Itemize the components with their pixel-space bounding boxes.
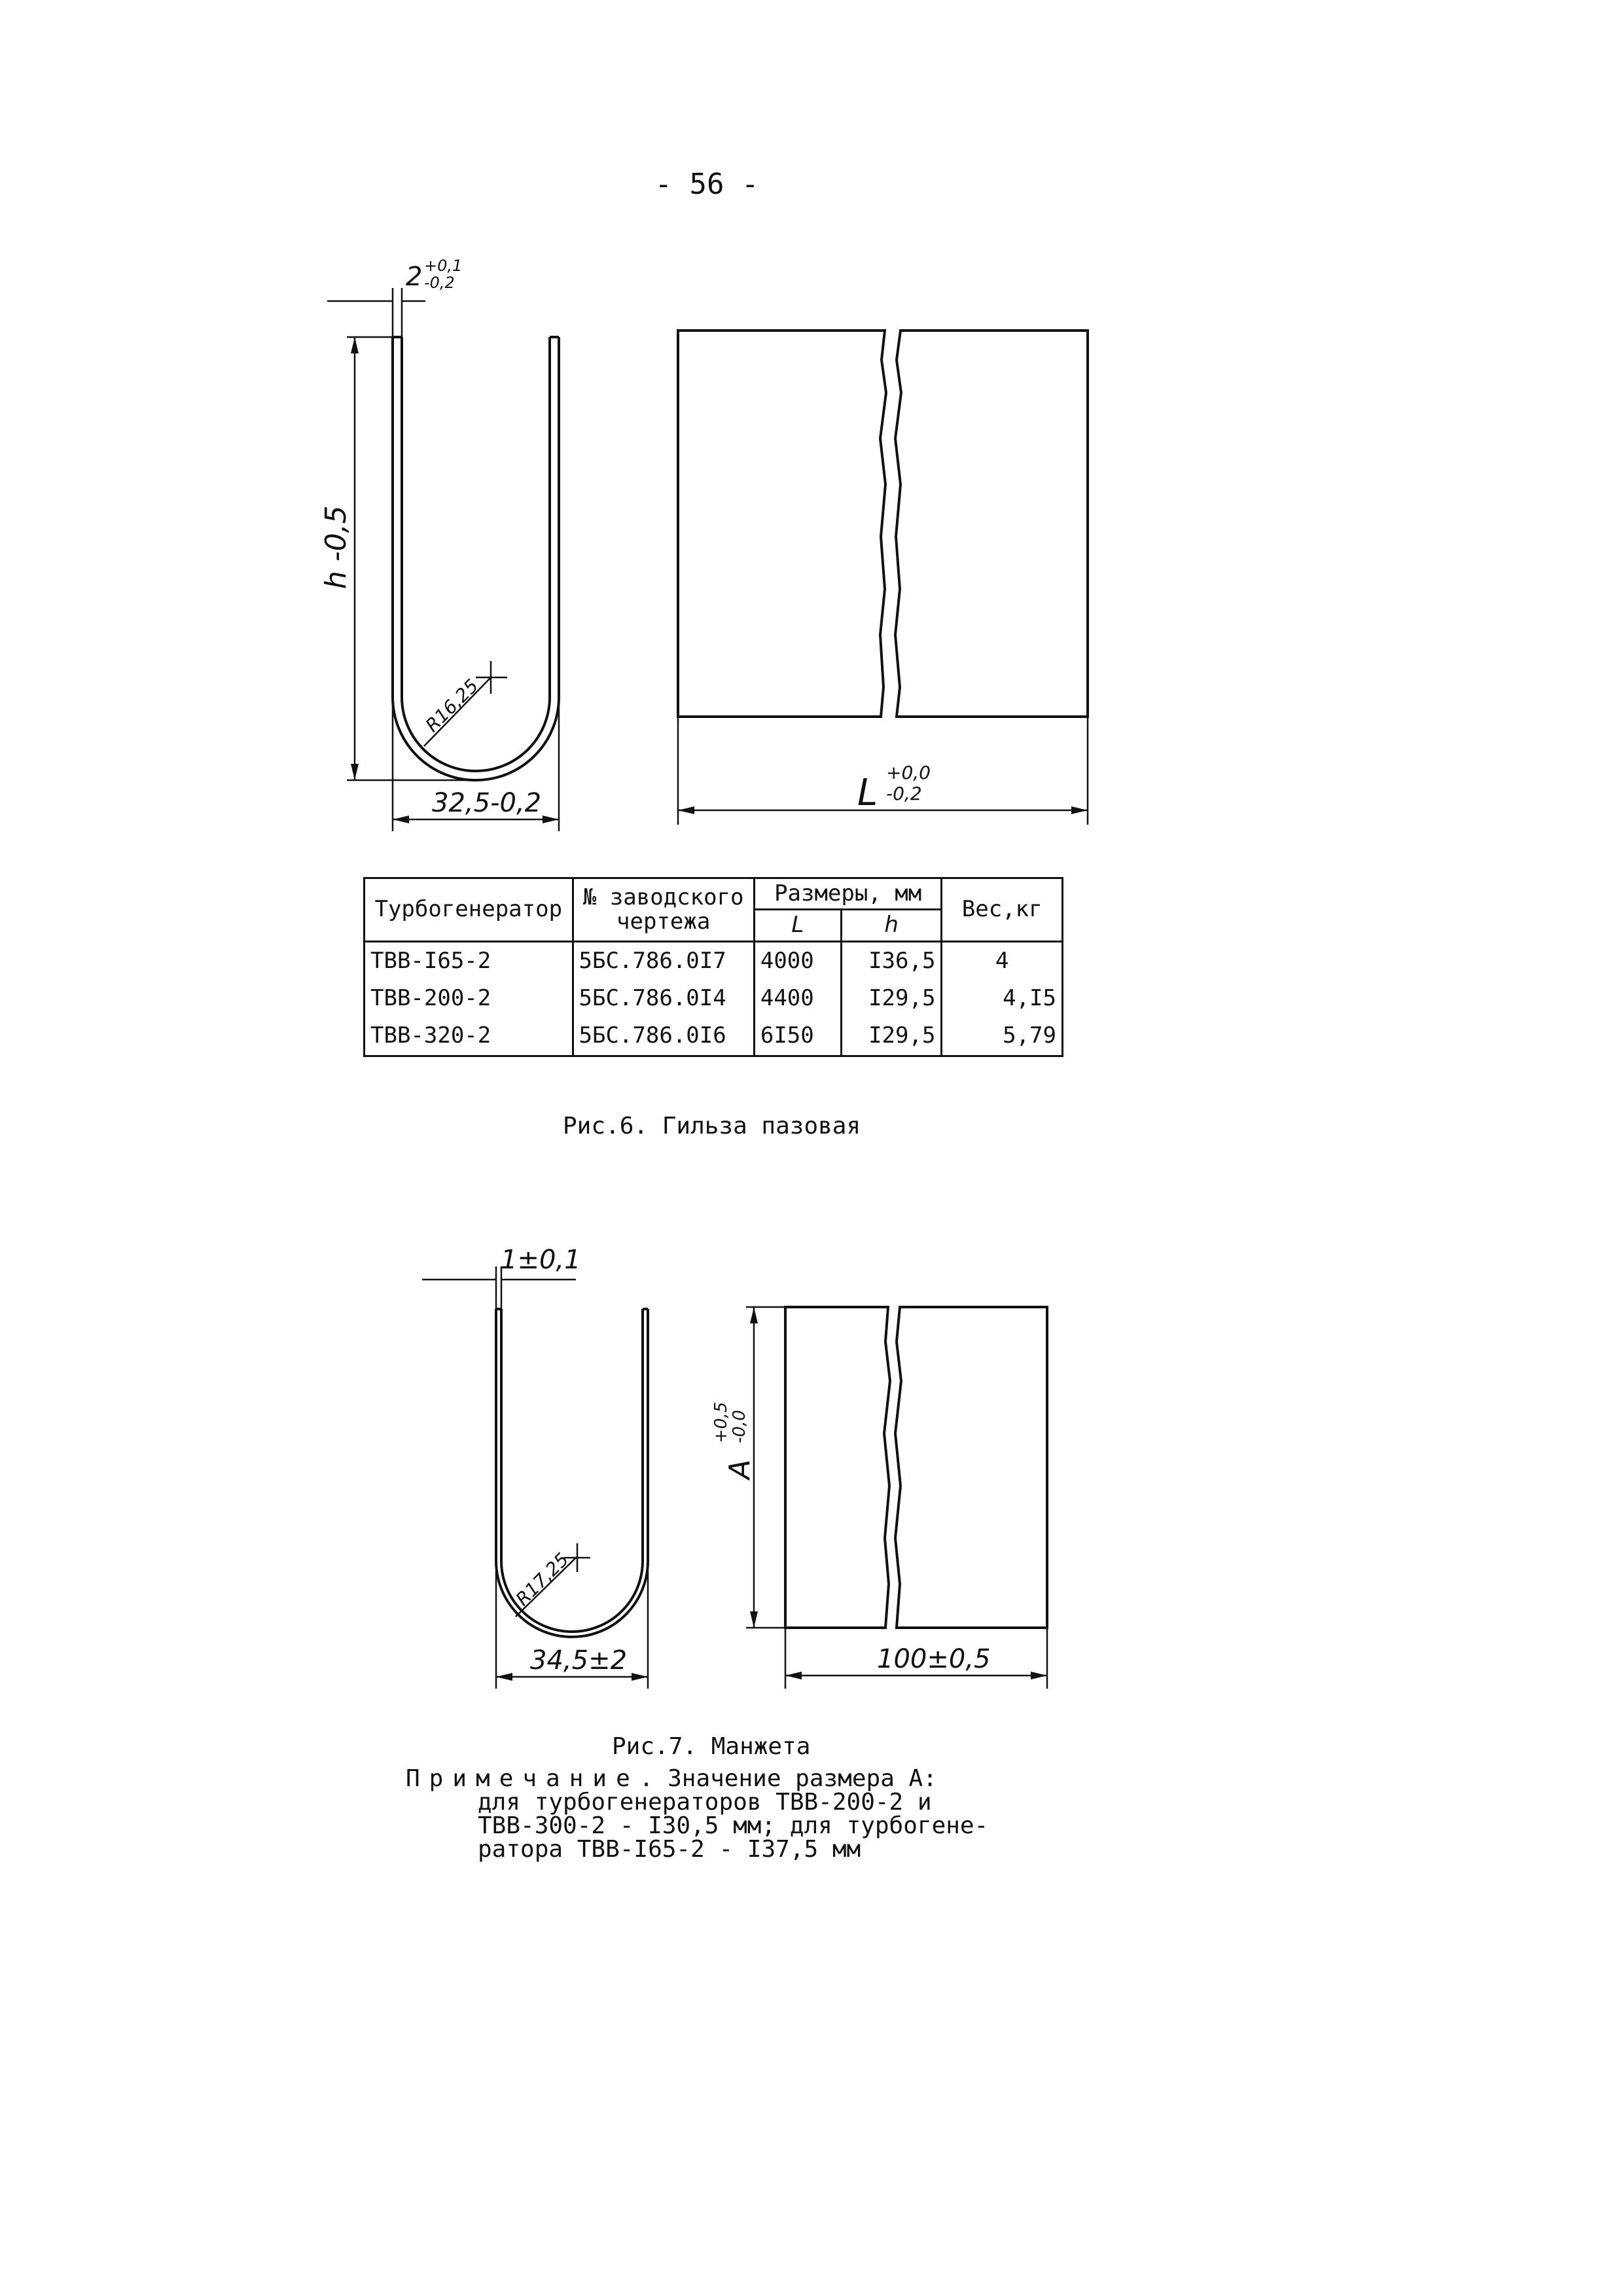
fig6-sheet-drawing [668,308,1126,844]
cell-drawing: 5БС.786.0I7 [573,941,754,980]
cell-weight: 5,79 [942,1017,1063,1056]
page-number: - 56 - [654,168,759,201]
cell-L: 6I50 [754,1017,841,1056]
cell-drawing: 5БС.786.0I6 [573,1017,754,1056]
fig7-radius-label: R17,25 [511,1549,573,1610]
cell-h: I29,5 [841,1017,942,1056]
header-h: h [841,910,942,941]
note-line2: для турбогенераторов ТВВ-200-2 и [478,1789,932,1816]
cell-weight: 4 [942,941,1063,980]
header-drawing-no: № заводского чертежа [573,878,754,942]
header-turbogenerator: Турбогенератор [365,878,573,942]
fig6-caption: Рис.6. Гильза пазовая [563,1113,861,1139]
cell-model: ТВВ-I65-2 [365,941,573,980]
table-row [365,980,1063,1017]
cell-model: ТВВ-320-2 [365,1017,573,1056]
note-heading: Примечание [406,1765,639,1792]
fig7-note [406,1767,1060,1861]
cell-drawing: 5БС.786.0I4 [573,980,754,1017]
fig6-width-label: 32,5-0,2 [432,788,542,818]
fig7-height-tol-lower: -0,0 [730,1410,749,1443]
note-line1: . Значение размера А: [639,1765,937,1792]
cell-L: 4000 [754,941,841,980]
table-row [365,941,1063,980]
header-dimensions: Размеры, мм [754,878,942,910]
fig6-height-label: h -0,5 [319,505,353,589]
fig7-profile-drawing [419,1230,681,1715]
fig7-width-label: 34,5±2 [530,1645,628,1676]
fig6-profile-drawing [308,249,596,838]
fig7-length-label: 100±0,5 [877,1644,991,1674]
fig7-caption: Рис.7. Манжета [612,1733,811,1760]
fig6-thickness-label: 2 [406,262,423,292]
header-weight: Вес,кг [942,878,1063,942]
fig6-length-label: L [857,772,878,814]
fig6-length-tol-upper: +0,0 [886,762,931,783]
fig6-spec-table [363,877,1063,1057]
cell-model: ТВВ-200-2 [365,980,573,1017]
fig7-sheet-drawing [700,1283,1067,1702]
header-L: L [754,910,841,941]
cell-weight: 4,I5 [942,980,1063,1017]
fig6-thickness-tol-upper: +0,1 [424,257,463,275]
note-line4: ратора ТВВ-I65-2 - I37,5 мм [478,1836,861,1863]
fig6-length-tol-lower: -0,2 [886,783,922,804]
fig7-height-label: A [723,1459,757,1479]
fig7-thickness-label: 1±0,1 [501,1245,581,1275]
fig7-height-tol-upper: +0,5 [711,1401,731,1443]
cell-h: I36,5 [841,941,942,980]
cell-h: I29,5 [841,980,942,1017]
table-row [365,1017,1063,1056]
fig6-thickness-tol-lower: -0,2 [424,274,455,292]
cell-L: 4400 [754,980,841,1017]
note-line3: ТВВ-300-2 - I30,5 мм; для турбогене- [478,1812,989,1839]
fig6-radius-label: R16,25 [421,675,483,736]
